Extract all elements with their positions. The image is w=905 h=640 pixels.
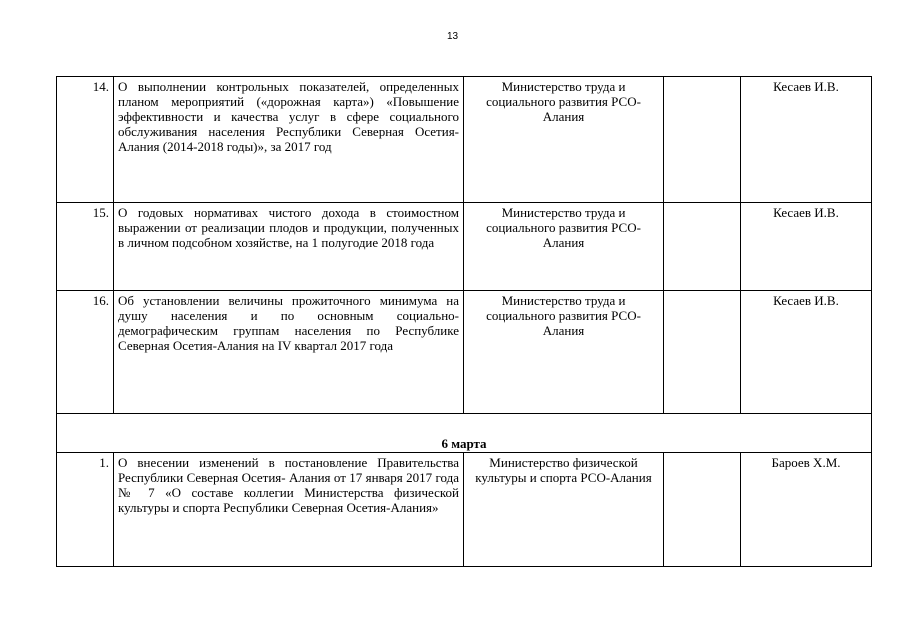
- empty-cell: [664, 77, 741, 203]
- row-number: 16.: [57, 291, 114, 414]
- agenda-item-text: Об установлении величины прожиточного минимума на душу населения и по основным социально-демографическим группам населения по Республике Северная Осетия-Алания на IV квартал 2017 года: [114, 291, 464, 414]
- responsible-ministry: Министерство труда и социального развития РСО-Алания: [464, 203, 664, 291]
- agenda-item-text: О выполнении контрольных показателей, определенных планом мероприятий («дорожная карта») «Повышение эффективности и качества услуг в сфере социального обслуживания населения Республики Северная Осетия-Алания (2014-2018 годы)», за 2017 год: [114, 77, 464, 203]
- section-date-heading: 6 марта: [57, 414, 872, 453]
- responsible-person: Кесаев И.В.: [741, 77, 872, 203]
- table-row: [57, 453, 872, 567]
- responsible-person: Кесаев И.В.: [741, 291, 872, 414]
- responsible-person: Бароев Х.М.: [741, 453, 872, 567]
- row-number: 1.: [57, 453, 114, 567]
- agenda-table: [56, 76, 872, 567]
- section-row: [57, 414, 872, 453]
- responsible-ministry: Министерство труда и социального развития РСО-Алания: [464, 291, 664, 414]
- empty-cell: [664, 203, 741, 291]
- empty-cell: [664, 453, 741, 567]
- responsible-ministry: Министерство физической культуры и спорта РСО-Алания: [464, 453, 664, 567]
- table-row: [57, 77, 872, 203]
- responsible-person: Кесаев И.В.: [741, 203, 872, 291]
- responsible-ministry: Министерство труда и социального развития РСО-Алания: [464, 77, 664, 203]
- page-number: 13: [446, 31, 459, 42]
- agenda-item-text: О внесении изменений в постановление Правительства Республики Северная Осетия- Алания от 17 января 2017 года № 7 «О составе коллегии Министерства физической культуры и спорта Республики Северная Осетия-Алания»: [114, 453, 464, 567]
- row-number: 15.: [57, 203, 114, 291]
- table-row: [57, 291, 872, 414]
- table-row: [57, 203, 872, 291]
- empty-cell: [664, 291, 741, 414]
- agenda-item-text: О годовых нормативах чистого дохода в стоимостном выражении от реализации плодов и продукции, полученных в личном подсобном хозяйстве, на 1 полугодие 2018 года: [114, 203, 464, 291]
- row-number: 14.: [57, 77, 114, 203]
